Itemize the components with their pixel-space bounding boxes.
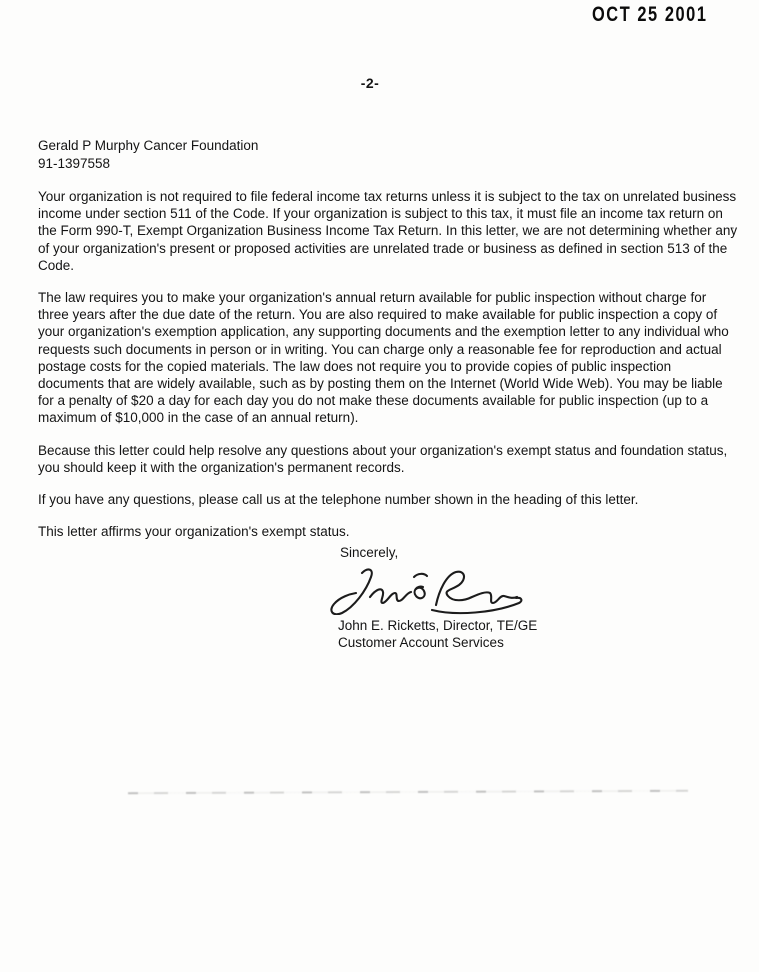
addressee-ein: 91-1397558 — [38, 155, 111, 171]
paragraph-keep-records: Because this letter could help resolve any questions about your organization's exempt status and foundation status, you should keep it with the organization's permanent records. — [38, 442, 728, 475]
signer-block — [338, 617, 537, 651]
closing-block — [338, 544, 537, 652]
letter-body — [38, 188, 739, 555]
addressee-name: Gerald P Murphy Cancer Foundation — [38, 138, 259, 153]
paragraph-unrelated-business-income: Your organization is not required to file federal income tax returns unless it is subject to the tax on unrelated business income under section 511 of the Code. If your organization is subject to this tax, it must file an income tax return on the Form 990-T, Exempt Organization Business Income Tax Return. In this letter, we are not determining whether any of your organization's present or proposed activities are unrelated trade or business as defined in section 513 of the Code. — [38, 189, 738, 273]
handwritten-signature — [326, 563, 526, 615]
scan-speck — [731, 227, 734, 229]
date-stamp: OCT 25 2001 — [592, 3, 708, 26]
salutation: Sincerely, — [340, 545, 399, 560]
page-number: -2- — [360, 75, 380, 91]
addressee-block — [38, 137, 258, 172]
paragraph-questions: If you have any questions, please call us at the telephone number shown in the heading of this letter. — [38, 492, 639, 508]
paragraph-public-inspection: The law requires you to make your organization's annual return available for public inspection without charge for three years after the due date of the return. You are also required to make available for public inspection a copy of your organization's exemption application, any supporting documents and the exemption letter to any individual who requests such documents in person or in writing. You can charge only a reasonable fee for reproduction and actual postage costs for the copied materials. The law does not require you to provide copies of public inspection documents that are widely available, such as by posting them on the Internet (World Wide Web). You may be liable for a penalty of $20 a day for each day you do not make these documents available for public inspection (up to a maximum of $10,000 in the case of an annual return). — [38, 290, 729, 426]
signer-name-title: John E. Ricketts, Director, TE/GE — [338, 618, 538, 634]
signer-organization: Customer Account Services — [338, 635, 504, 651]
scan-artifact-line — [128, 790, 688, 794]
paragraph-affirmation: This letter affirms your organization's exempt status. — [38, 524, 350, 540]
